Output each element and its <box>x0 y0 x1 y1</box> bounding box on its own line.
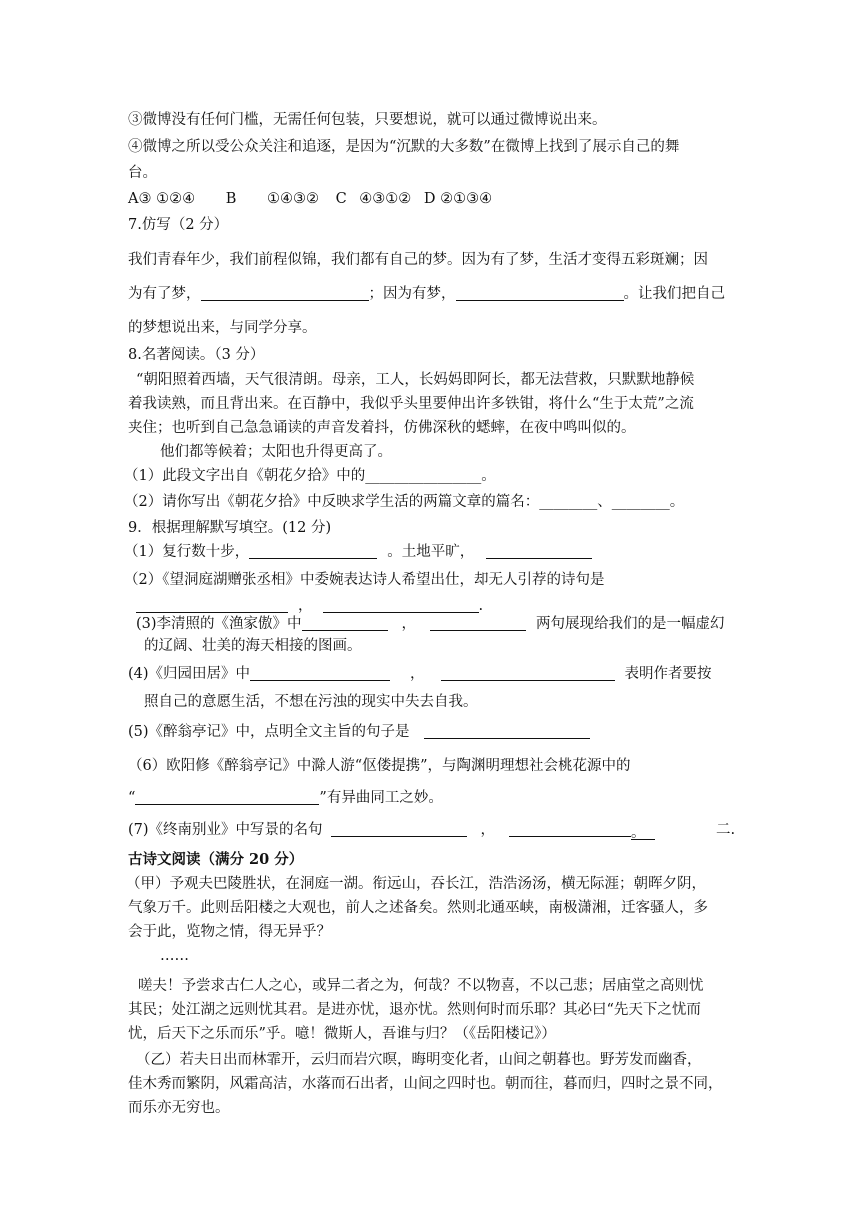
q9-s3 <box>136 614 725 634</box>
jia-line-6: 忧，后天下之乐而乐”乎。噫！微斯人，吾谁与归？（《岳阳楼记》） <box>128 1026 556 1042</box>
q9-s5 <box>128 722 590 742</box>
q9-s3-end: 两句展现给我们的是一幅虚幻 <box>536 616 725 632</box>
jia-line-2: 气象万千。此则岳阳楼之大观也，前人之述备矣。然则北通巫峡，南极潇湘，迁客骚人，多 <box>128 900 708 916</box>
q6-item4-line2: 台。 <box>128 165 157 181</box>
q9-s1-blank-1[interactable] <box>249 542 377 559</box>
jia-line-3: 会于此，览物之情，得无异乎？ <box>128 924 331 940</box>
q9-s4-blank-1[interactable] <box>250 664 390 681</box>
q9-title: 9．根据理解默写填空。(12 分) <box>128 520 332 536</box>
q9-s6-close: ”有异曲同工之妙。 <box>319 790 443 806</box>
q7-line1: 我们青春年少，我们前程似锦，我们都有自己的梦。因为有了梦，生活才变得五彩斑斓；因 <box>128 252 708 268</box>
q7-blank-1[interactable] <box>201 284 369 301</box>
q8-passage-1: “朝阳照着西墙，天气很清朗。母亲，工人，长妈妈即阿长，都无法营救，只默默地静候 <box>136 372 695 388</box>
section2-title: 古诗文阅读（满分 20 分） <box>128 851 304 868</box>
q9-s2-blank-2[interactable] <box>323 596 479 613</box>
q8-sub2: （2）请你写出《朝花夕拾》中反映求学生活的两篇文章的篇名：________、________。 <box>124 494 685 510</box>
q9-s2-answers: ， . <box>136 596 483 616</box>
q9-s3-sep: ， <box>401 616 417 632</box>
jia-line-1: （甲）予观夫巴陵胜状，在洞庭一湖。衔远山，吞长江，浩浩汤汤，横无际涯；朝晖夕阴， <box>126 876 706 892</box>
q9-s4-cont: 照自己的意愿生活，不想在污浊的现实中失去自我。 <box>144 694 478 710</box>
q9-s6-blank[interactable] <box>135 788 319 805</box>
q9-s4-end: 表明作者要按 <box>624 666 712 682</box>
q6-item4-line1: ④微博之所以受公众关注和追逐，是因为“沉默的大多数”在微博上找到了展示自己的舞 <box>128 139 680 155</box>
q8-title: 8.名著阅读。（3 分） <box>128 347 265 363</box>
q9-s1-mid: 。土地平旷， <box>387 544 475 560</box>
q9-s6: （6）欧阳修《醉翁亭记》中滁人游“伛偻提携”，与陶渊明理想社会桃花源中的 <box>128 758 631 774</box>
yi-line-2: 佳木秀而繁阴，风霜高洁，水落而石出者，山间之四时也。朝而往，暮而归，四时之景不同， <box>128 1076 723 1092</box>
q8-passage-3: 夹住；也听到自己急急诵读的声音发着抖，仿佛深秋的蟋蟀，在夜中鸣叫似的。 <box>128 420 636 436</box>
q6-option-b: ①④③② <box>266 191 319 207</box>
q7-line2 <box>128 284 725 304</box>
q7-line2-mid: ；因为有梦， <box>368 286 456 302</box>
q9-s2-blank-1[interactable] <box>136 596 288 613</box>
q9-s7-blank-1[interactable] <box>331 820 467 837</box>
q9-s4-blank-2[interactable] <box>441 664 615 681</box>
yi-line-1: （乙）若夫日出而林霏开，云归而岩穴暝，晦明变化者，山间之朝暮也。野芳发而幽香， <box>136 1052 702 1068</box>
q8-passage-4: 他们都等候着；太阳也升得更高了。 <box>160 444 392 460</box>
section-number: 二. <box>716 822 736 838</box>
q9-s3-cont: 的辽阔、壮美的海天相接的图画。 <box>144 638 362 654</box>
q9-s7-blank-2[interactable] <box>509 820 631 837</box>
q9-s7-sep: ， <box>480 822 496 838</box>
q6-option-b-label: B <box>225 191 237 207</box>
ellipsis: …… <box>160 948 189 964</box>
q9-s7-start: (7)《终南别业》中写景的名句 <box>128 822 323 838</box>
q9-s2-sep: ， <box>298 598 313 614</box>
q6-option-d: D ②①③④ <box>423 191 493 207</box>
q9-s4-start: (4)《归园田居》中 <box>128 666 251 682</box>
q9-s1-start: （1）复行数十步， <box>124 544 250 560</box>
q9-s3-blank-2[interactable] <box>430 614 526 631</box>
q7-line3: 的梦想说出来，与同学分享。 <box>128 320 317 336</box>
q6-options <box>128 189 492 209</box>
q9-s4 <box>128 664 712 684</box>
q7-line2-start: 为有了梦， <box>128 286 201 302</box>
q8-sub1: （1）此段文字出自《朝花夕拾》中的________________。 <box>124 468 496 484</box>
q9-s7 <box>128 820 655 840</box>
q6-option-c: ④③①② <box>359 191 412 207</box>
q9-s5-blank[interactable] <box>424 722 590 739</box>
q9-s3-start: (3)李清照的《渔家傲》中 <box>136 616 302 632</box>
q9-s7-end: 。 <box>631 823 655 840</box>
q7-line2-end: 。让我们把自己 <box>623 286 725 302</box>
yi-line-3: 而乐亦无穷也。 <box>128 1100 230 1116</box>
q6-item3: ③微博没有任何门槛，无需任何包装，只要想说，就可以通过微博说出来。 <box>128 112 607 128</box>
q9-s4-sep: ， <box>410 666 425 682</box>
jia-line-4: 嗟夫！予尝求古仁人之心，或异二者之为，何哉？不以物喜，不以己悲；居庙堂之高则忧 <box>138 978 704 994</box>
q9-s6-answer <box>128 788 443 808</box>
q9-s5-text: (5)《醉翁亭记》中，点明全文主旨的句子是 <box>128 724 410 740</box>
q9-s1 <box>124 542 592 562</box>
q7-title: 7.仿写（2 分） <box>128 217 229 233</box>
q8-passage-2: 着我读熟，而且背出来。在百静中，我似乎头里要伸出许多铁钳，将什么“生于太荒”之流 <box>128 396 694 412</box>
q9-s1-blank-2[interactable] <box>486 542 592 559</box>
q6-option-c-label: C <box>335 191 347 207</box>
jia-line-5: 其民；处江湖之远则忧其君。是进亦忧，退亦忧。然则何时而乐耶？其必曰“先天下之忧而 <box>128 1002 701 1018</box>
q9-s3-blank-1[interactable] <box>302 614 388 631</box>
q7-blank-2[interactable] <box>456 284 624 301</box>
q9-s6-open: “ <box>128 790 136 806</box>
q6-option-a: A③ ①②④ <box>128 191 196 207</box>
q9-s2: （2）《望洞庭湖赠张丞相》中委婉表达诗人希望出仕，却无人引荐的诗句是 <box>124 572 605 588</box>
